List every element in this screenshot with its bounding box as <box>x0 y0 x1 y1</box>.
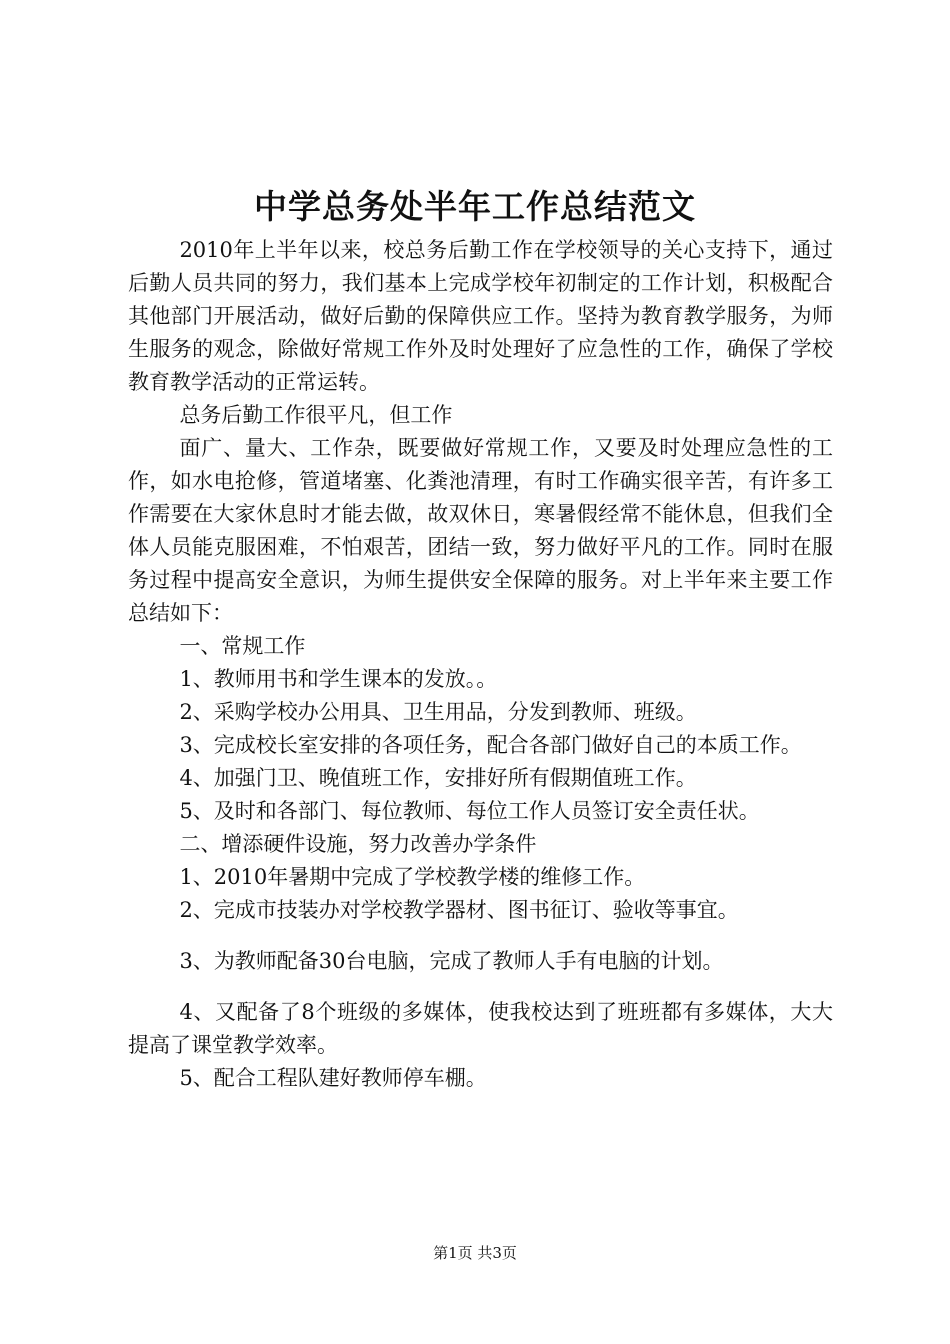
list-item: 4、加强门卫、晚值班工作，安排好所有假期值班工作。 <box>179 766 697 790</box>
paragraph-work-scope: 面广、量大、工作杂，既要做好常规工作，又要及时处理应急性的工作，如水电抢修，管道堵塞、化粪池清理，有时工作确实很辛苦，有许多工作需要在大家休息时才能去做，故双休日，寒暑假经常不能休息，但我们全体人员能克服困难，不怕艰苦，团结一致，努力做好平凡的工作。同时在服务过程中提高安全意识，为师生提供安全保障的服务。对上半年来主要工作总结如下： <box>128 436 833 625</box>
document-body <box>128 234 833 1095</box>
list-item: 1、教师用书和学生课本的发放。。 <box>179 667 498 691</box>
paragraph-work-nature: 总务后勤工作很平凡，但工作 <box>179 403 453 427</box>
document-title: 中学总务处半年工作总结范文 <box>254 187 696 226</box>
list-item: 5、及时和各部门、每位教师、每位工作人员签订安全责任状。 <box>179 799 760 823</box>
section-heading-hardware: 二、增添硬件设施，努力改善办学条件 <box>179 832 537 856</box>
paragraph-intro: 2010年上半年以来，校总务后勤工作在学校领导的关心支持下，通过后勤人员共同的努力，我们基本上完成学校年初制定的工作计划，积极配合其他部门开展活动，做好后勤的保障供应工作。坚持为教育教学服务，为师生服务的观念，除做好常规工作外及时处理好了应急性的工作，确保了学校教育教学活动的正常运转。 <box>128 238 833 394</box>
page-number: 第1页 共3页 <box>433 1244 517 1262</box>
list-item: 3、为教师配备30台电脑，完成了教师人手有电脑的计划。 <box>179 949 724 973</box>
section-heading-routine: 一、常规工作 <box>179 634 306 658</box>
list-item: 4、又配备了8个班级的多媒体，使我校达到了班班都有多媒体，大大提高了课堂教学效率。 <box>128 1000 833 1057</box>
list-item: 2、采购学校办公用具、卫生用品，分发到教师、班级。 <box>179 700 697 724</box>
list-item: 2、完成市技装办对学校教学器材、图书征订、验收等事宜。 <box>179 898 739 922</box>
list-item: 1、2010年暑期中完成了学校教学楼的维修工作。 <box>179 865 646 889</box>
list-item: 3、完成校长室安排的各项任务，配合各部门做好自己的本质工作。 <box>179 733 802 757</box>
list-item: 5、配合工程队建好教师停车棚。 <box>179 1066 487 1090</box>
